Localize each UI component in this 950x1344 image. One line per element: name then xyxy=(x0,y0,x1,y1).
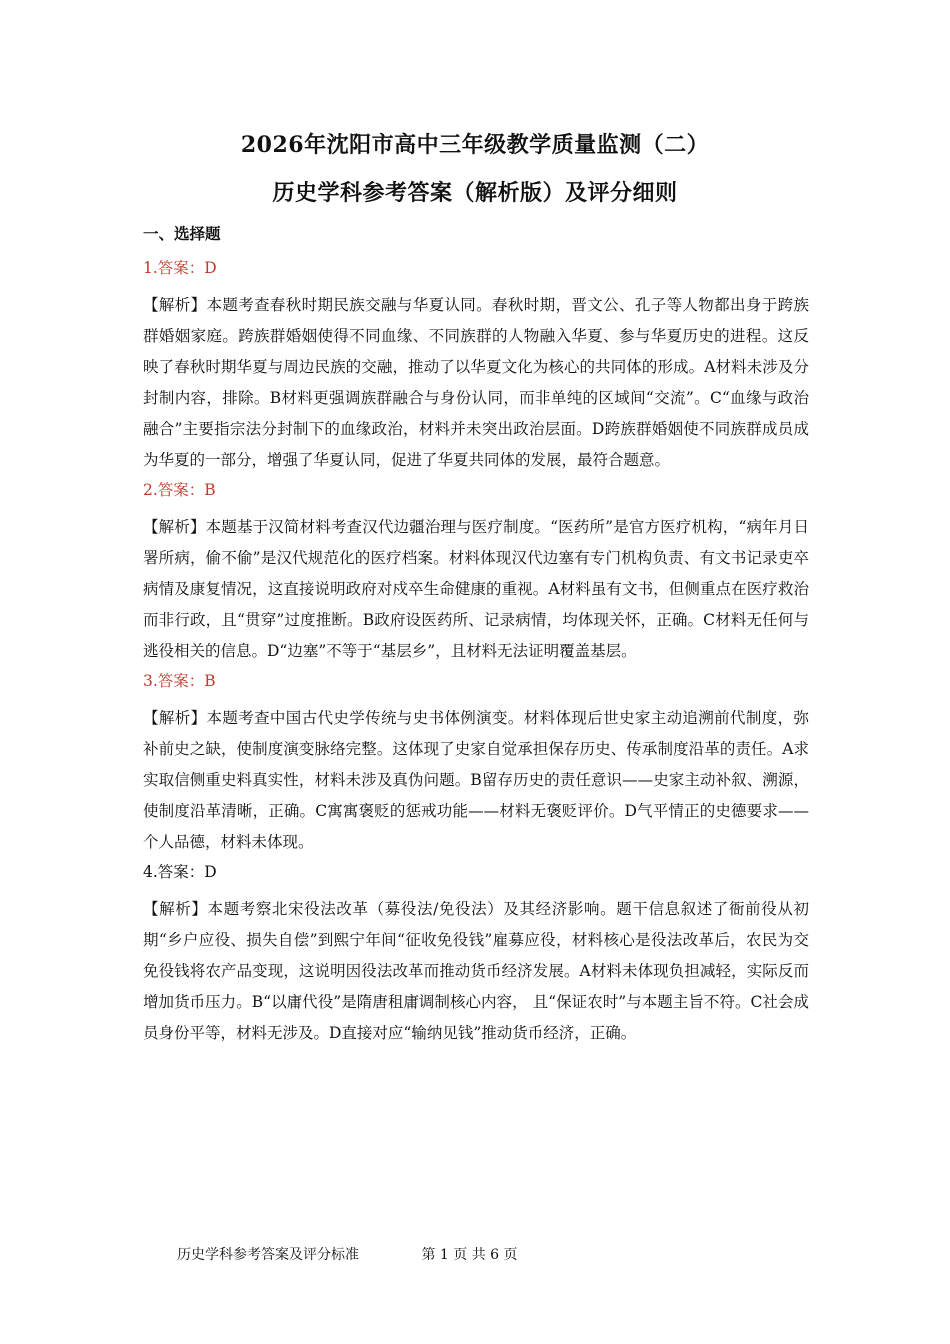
footer-document-name: 历史学科参考答案及评分标准 xyxy=(177,1247,359,1263)
page-footer xyxy=(177,1244,518,1264)
analysis-paragraph-3: 【解析】本题考查中国古代史学传统与史书体例演变。材料体现后世史家主动追溯前代制度，弥补前史之缺，使制度演变脉络完整。这体现了史家自觉承担保存历史、传承制度沿革的责任。A求实取信侧重史料真实性，材料未涉及真伪问题。B留存历史的责任意识——史家主动补叙、溯源，使制度沿革清晰，正确。C寓寓褒贬的惩戒功能——材料无褒贬评价。D气平情正的史德要求——个人品德，材料未体现。 xyxy=(143,709,809,851)
analysis-paragraph-1: 【解析】本题考查春秋时期民族交融与华夏认同。春秋时期，晋文公、孔子等人物都出身于跨族群婚姻家庭。跨族群婚姻使得不同血缘、不同族群的人物融入华夏、参与华夏历史的进程。这反映了春秋时期华夏与周边民族的交融，推动了以华夏文化为核心的共同体的形成。A材料未涉及分封制内容，排除。B材料更强调族群融合与身份认同，而非单纯的区域间“交流”。C“血缘与政治融合”主要指宗法分封制下的血缘政治，材料并未突出政治层面。D跨族群婚姻使不同族群成员成为华夏的一部分，增强了华夏认同，促进了华夏共同体的发展，最符合题意。 xyxy=(143,296,809,469)
analysis-paragraph-4: 【解析】本题考察北宋役法改革（募役法/免役法）及其经济影响。题干信息叙述了衙前役从初期“乡户应役、损失自偿”到熙宁年间“征收免役钱”雇募应役，材料核心是役法改革后，农民为交免役钱将农产品变现，这说明因役法改革而推动货币经济发展。A材料未体现负担减轻，实际反而增加货币压力。B“以庸代役”是隋唐租庸调制核心内容， 且“保证农时”与本题主旨不符。C社会成员身份平等，材料无涉及。D直接对应“输纳见钱”推动货币经济，正确。 xyxy=(143,900,809,1042)
section-heading: 一、选择题 xyxy=(143,224,221,243)
document-title: 2026年沈阳市高中三年级教学质量监测（二） xyxy=(240,132,710,158)
document-body xyxy=(143,222,809,1051)
answer-line-2: 2.答案：B xyxy=(143,481,216,499)
document-subtitle: 历史学科参考答案（解析版）及评分细则 xyxy=(272,180,678,206)
answer-line-3: 3.答案：B xyxy=(143,672,216,690)
answer-line-4: 4.答案：D xyxy=(143,863,217,881)
analysis-paragraph-2: 【解析】本题基于汉简材料考查汉代边疆治理与医疗制度。“医药所”是官方医疗机构，“病年月日署所病，偷不偷”是汉代规范化的医疗档案。材料体现汉代边塞有专门机构负责、有文书记录吏卒病情及康复情况，这直接说明政府对戍卒生命健康的重视。A材料虽有文书，但侧重点在医疗救治而非行政，且“贯穿”过度推断。B政府设医药所、记录病情，均体现关怀，正确。C材料无任何与逃役相关的信息。D“边塞”不等于“基层乡”，且材料无法证明覆盖基层。 xyxy=(143,518,809,660)
footer-page-number: 第 1 页 共 6 页 xyxy=(421,1247,518,1263)
answer-line-1: 1.答案：D xyxy=(143,259,217,277)
